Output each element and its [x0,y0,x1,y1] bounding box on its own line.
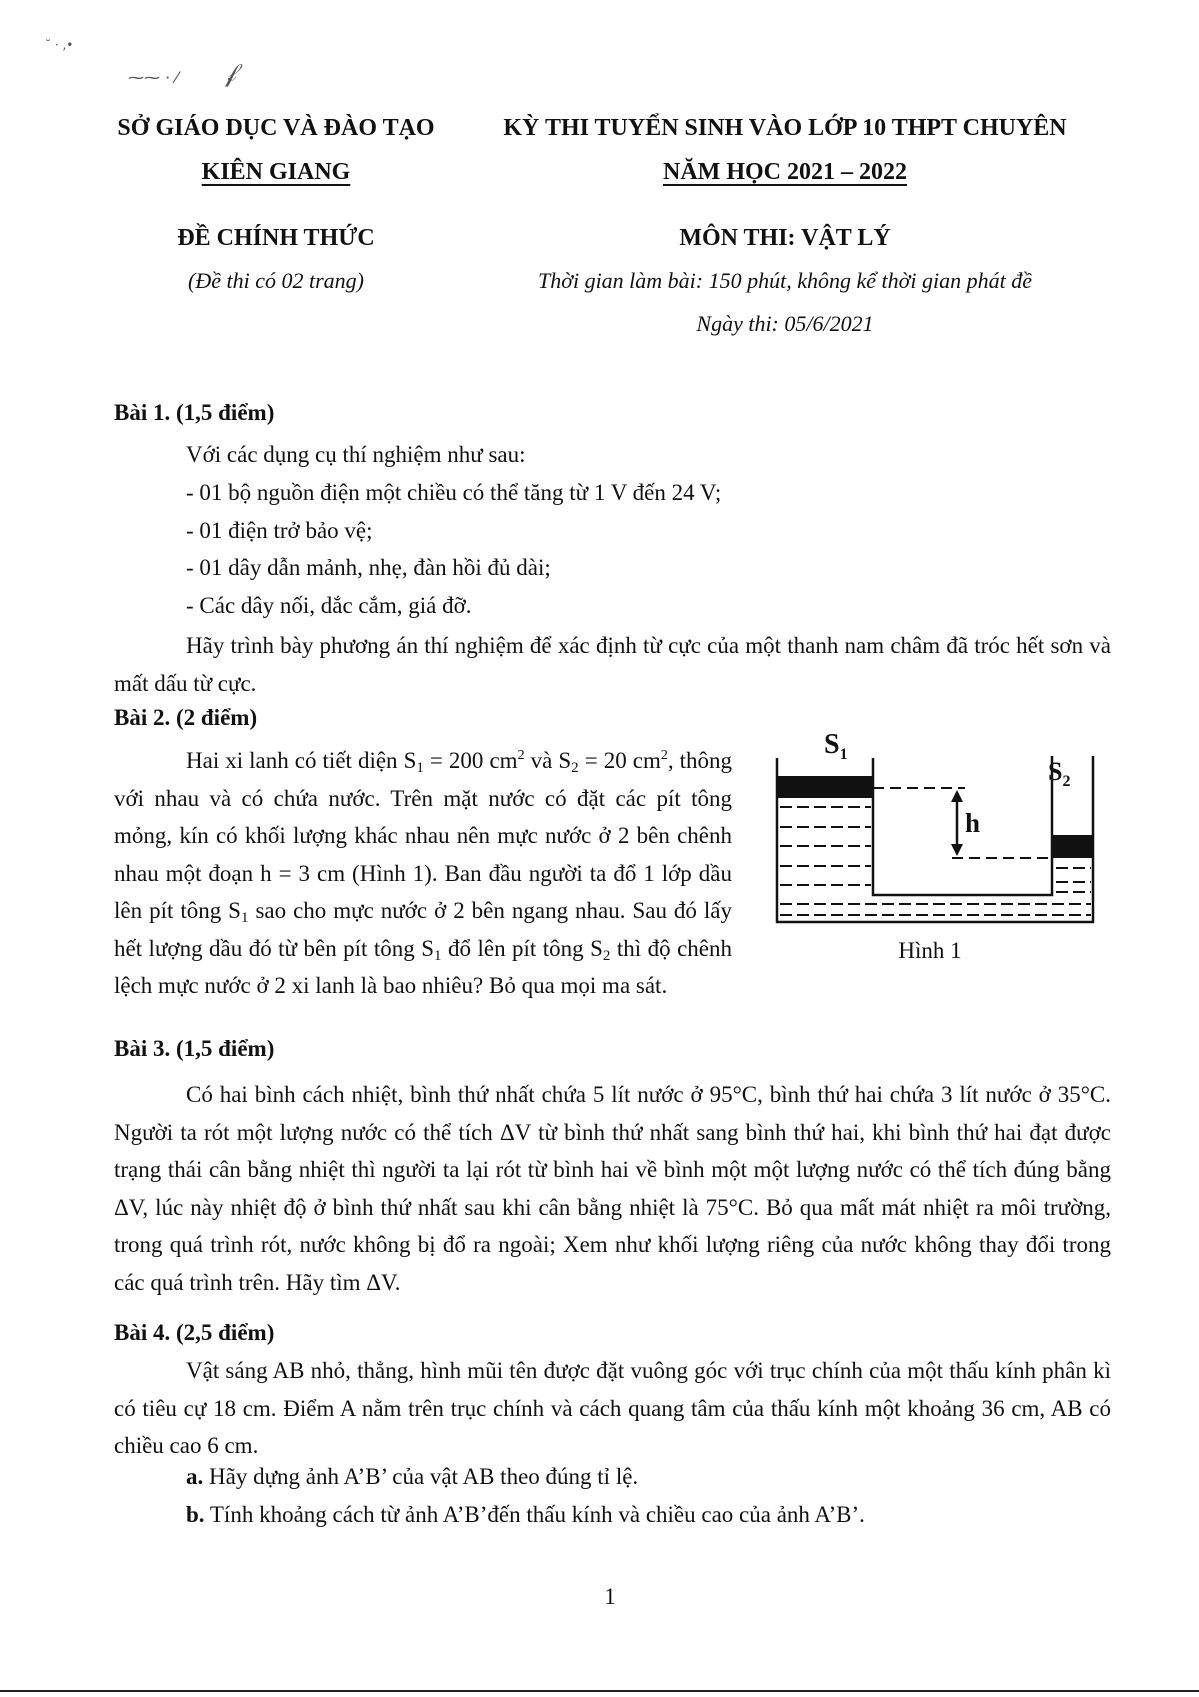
bai1-heading: Bài 1. (1,5 điểm) [114,400,275,425]
bai1-item: - 01 điện trở bảo vệ; [186,518,373,543]
bai4-part-b: b. Tính khoảng cách từ ảnh A’B’đến thấu kính và chiều cao của ảnh A’B’. [186,1502,865,1527]
bai4-heading: Bài 4. (2,5 điểm) [114,1320,275,1345]
exam-date: Ngày thi: 05/6/2021 [696,311,874,336]
label-h: h [965,808,981,838]
h-arrow-head-down [951,844,963,856]
exam-year-wrap [470,159,1100,186]
scan-mark: 𝒻 [225,58,237,88]
figure-caption: Hình 1 [898,938,962,963]
piston-s1 [778,776,872,798]
scan-mark: ⁓⁓ · ⁄ [128,68,178,87]
subject: MÔN THI: VẬT LÝ [679,225,891,251]
dept-name: SỞ GIÁO DỤC VÀ ĐÀO TẠO [117,115,435,141]
piston-s2 [1053,835,1092,858]
bai3-heading: Bài 3. (1,5 điểm) [114,1036,275,1061]
label-s1: $S_1$ [824,729,848,763]
pages-note: (Đề thi có 02 trang) [188,268,364,293]
bai1-task: Hãy trình bày phương án thí nghiệm để xác định từ cực của một thanh nam châm đã tróc hết sơn và mất dấu từ cực. [114,633,1111,696]
exam-year: NĂM HỌC 2021 – 2022 [663,159,907,185]
dept-province-wrap [88,159,464,186]
bai2-heading: Bài 2. (2 điểm) [114,705,258,730]
figure-communicating-vessels [760,720,1110,970]
bai4-part-a: a. Hãy dựng ảnh A’B’ của vật AB theo đúng tỉ lệ. [186,1464,639,1489]
time-note: Thời gian làm bài: 150 phút, không kể thời gian phát đề [537,268,1032,293]
water-dashes [780,807,1091,915]
exam-title: KỲ THI TUYỂN SINH VÀO LỚP 10 THPT CHUYÊN [503,115,1067,141]
scan-mark: ˘ · ,• [45,38,74,52]
bai3-text: Có hai bình cách nhiệt, bình thứ nhất chứa 5 lít nước ở 95°C, bình thứ hai chứa 3 lít nước ở 35°C. Người ta rót một lượng nước có thể tích ΔV từ bình thứ nhất sang bình thứ hai, khi bình thứ hai đạt được trạng thái cân bằng nhiệt thì người ta lại rót từ bình hai về bình một một lượng nước có thể tích đúng bằng ΔV, lúc này nhiệt độ ở bình thứ nhất sau khi cân bằng nhiệt là 75°C. Bỏ qua mất mát nhiệt ra môi trường, trong quá trình rót, nước không bị đổ ra ngoài; Xem như khối lượng riêng của nước không thay đổi trong các quá trình trên. Hãy tìm ΔV. [114,1082,1111,1295]
bai4-text: Vật sáng AB nhỏ, thẳng, hình mũi tên được đặt vuông góc với trục chính của một thấu kính phân kì có tiêu cự 18 cm. Điểm A nằm trên trục chính và cách quang tâm của thấu kính một khoảng 36 cm, AB có chiều cao 6 cm. [114,1358,1111,1458]
bai1-item: - Các dây nối, dắc cắm, giá đỡ. [186,593,472,618]
scan-edge-line [0,1690,1199,1692]
bai2-text: Hai xi lanh có tiết diện $S_1 = 200$ $cm^2$ và $S_2 = 20$ $cm^2$, thông với nhau và có chứa nước. Trên mặt nước có đặt các pít tông mỏng, kín có khối lượng khác nhau nên mực nước ở 2 bên chênh nhau một đoạn h = 3 cm (Hình 1). Ban đầu người ta đổ 1 lớp dầu lên pít tông $S_1$ sao cho mực nước ở 2 bên ngang nhau. Sau đó lấy hết lượng dầu đó từ bên pít tông $S_1$ đổ lên pít tông $S_2$ thì độ chênh lệch mực nước ở 2 xi lanh là bao nhiêu? Bỏ qua mọi ma sát. [114,748,733,998]
label-s2: $S_2$ [1048,757,1071,790]
bai1-intro: Với các dụng cụ thí nghiệm như sau: [186,442,526,467]
h-arrow-head-up [951,790,963,802]
official-label: ĐỀ CHÍNH THỨC [177,225,375,251]
bai1-item: - 01 bộ nguồn điện một chiều có thể tăng từ 1 V đến 24 V; [186,480,722,505]
page-number: 1 [604,1584,616,1609]
dept-province: KIÊN GIANG [201,159,351,185]
vessel-inner-wall [873,756,1052,895]
bai1-item: - 01 dây dẫn mảnh, nhẹ, đàn hồi đủ dài; [186,555,551,580]
